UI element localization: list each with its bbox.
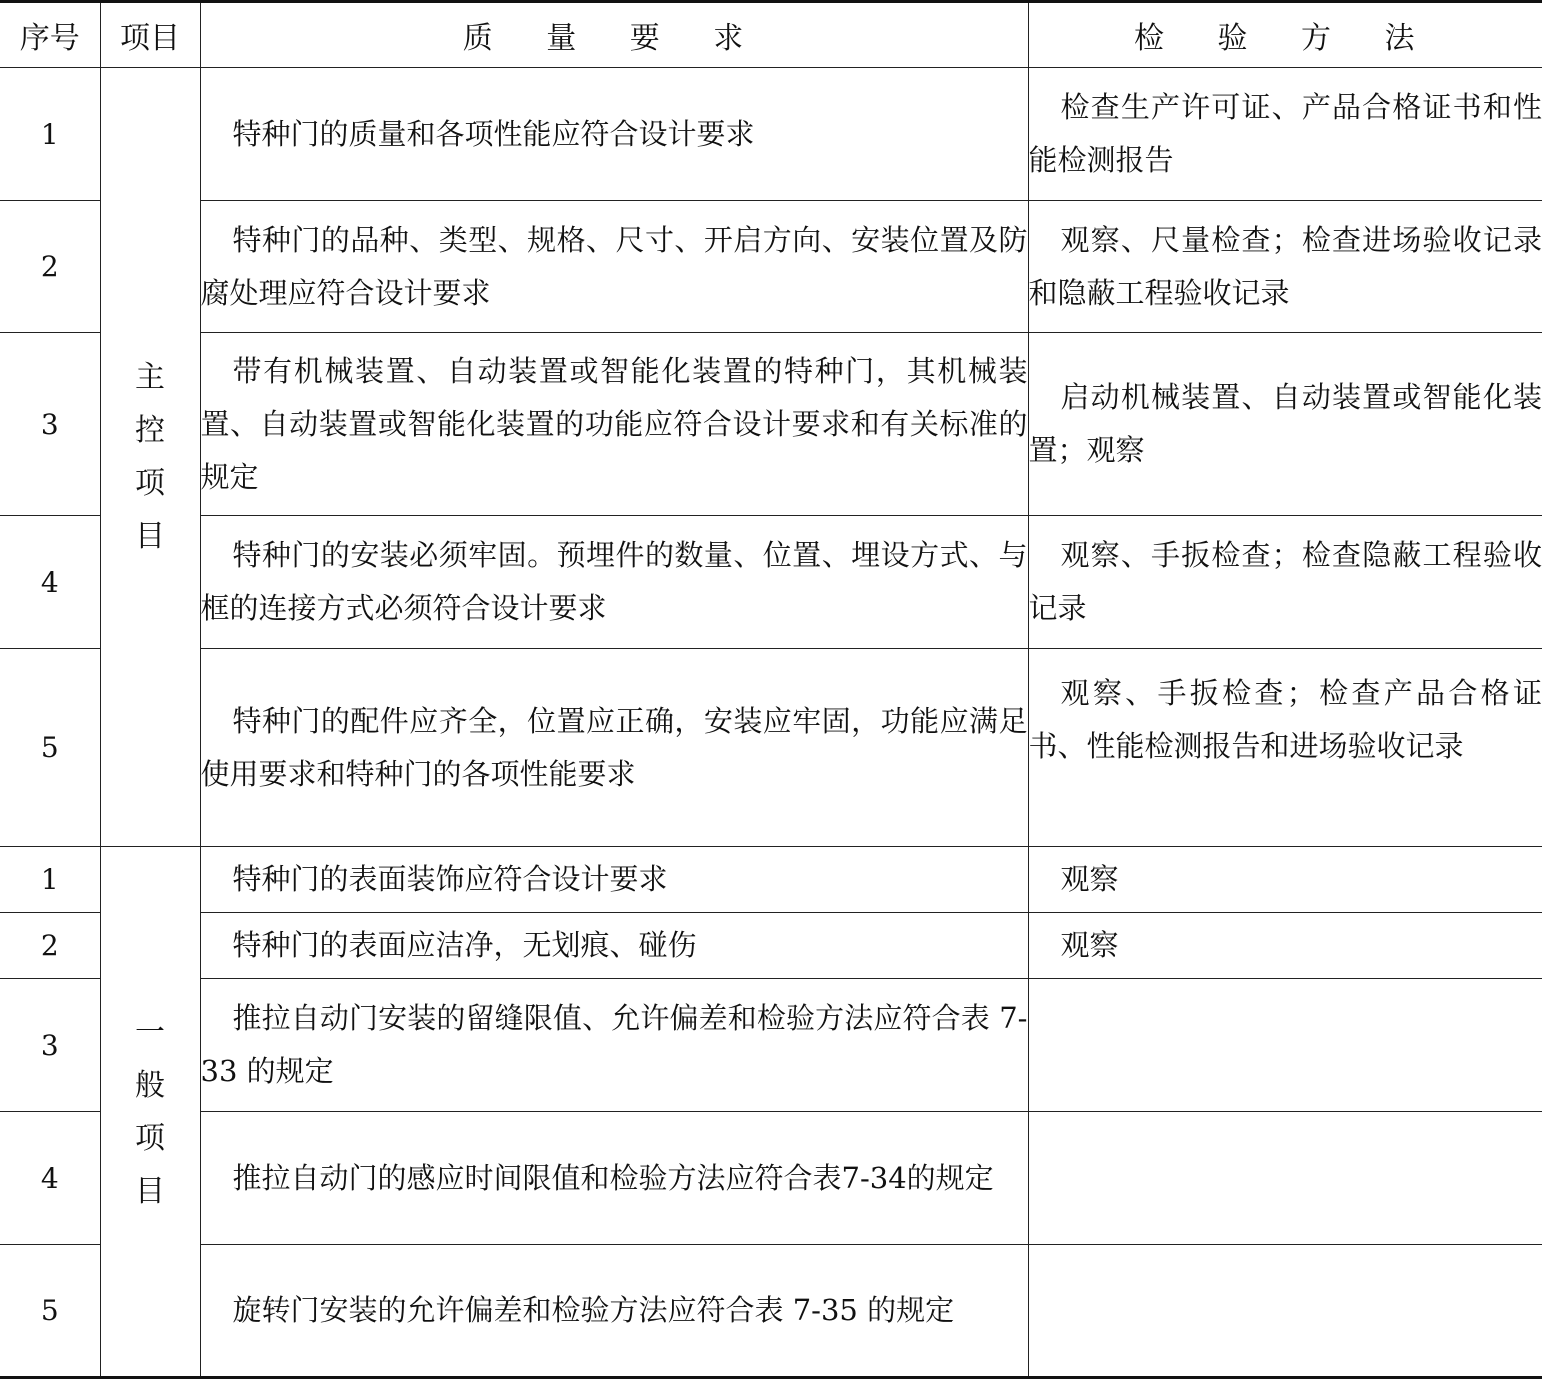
table-row — [0, 847, 1542, 913]
row-number: 3 — [0, 333, 100, 516]
requirement-cell: 推拉自动门安装的留缝限值、允许偏差和检验方法应符合表 7-33 的规定 — [200, 979, 1028, 1112]
requirement-cell: 旋转门安装的允许偏差和检验方法应符合表 7-35 的规定 — [200, 1245, 1028, 1378]
table-row — [0, 201, 1542, 333]
table-row — [0, 1245, 1542, 1378]
table-row — [0, 913, 1542, 979]
row-number: 5 — [0, 649, 100, 847]
requirement-cell: 特种门的表面装饰应符合设计要求 — [200, 847, 1028, 913]
row-number: 2 — [0, 913, 100, 979]
requirement-cell: 带有机械装置、自动装置或智能化装置的特种门，其机械装置、自动装置或智能化装置的功能应符合设计要求和有关标准的规定 — [200, 333, 1028, 516]
method-cell — [1028, 1112, 1542, 1245]
row-number: 4 — [0, 516, 100, 649]
header-no: 序号 — [0, 2, 100, 68]
header-requirement: 质 量 要 求 — [200, 2, 1028, 68]
row-number: 1 — [0, 68, 100, 201]
method-cell: 观察、手扳检查；检查产品合格证书、性能检测报告和进场验收记录 — [1028, 649, 1542, 847]
category-main-control — [100, 68, 200, 847]
table-row — [0, 1112, 1542, 1245]
row-number: 2 — [0, 201, 100, 333]
requirement-cell: 推拉自动门的感应时间限值和检验方法应符合表7-34的规定 — [200, 1112, 1028, 1245]
category-label: 一般项目 — [135, 1014, 165, 1209]
method-cell: 观察、手扳检查；检查隐蔽工程验收记录 — [1028, 516, 1542, 649]
requirement-cell: 特种门的配件应齐全，位置应正确，安装应牢固，功能应满足使用要求和特种门的各项性能要求 — [200, 649, 1028, 847]
method-cell: 观察、尺量检查；检查进场验收记录和隐蔽工程验收记录 — [1028, 201, 1542, 333]
table-header-row — [0, 2, 1542, 68]
table-row — [0, 649, 1542, 847]
requirement-cell: 特种门的安装必须牢固。预埋件的数量、位置、埋设方式、与框的连接方式必须符合设计要求 — [200, 516, 1028, 649]
method-cell: 观察 — [1028, 913, 1542, 979]
table-row — [0, 516, 1542, 649]
header-item: 项目 — [100, 2, 200, 68]
table-row — [0, 68, 1542, 201]
requirement-cell: 特种门的品种、类型、规格、尺寸、开启方向、安装位置及防腐处理应符合设计要求 — [200, 201, 1028, 333]
table-row — [0, 333, 1542, 516]
category-label: 主控项目 — [135, 360, 165, 554]
method-cell: 检查生产许可证、产品合格证书和性能检测报告 — [1028, 68, 1542, 201]
method-cell: 启动机械装置、自动装置或智能化装置；观察 — [1028, 333, 1542, 516]
row-number: 4 — [0, 1112, 100, 1245]
method-cell — [1028, 1245, 1542, 1378]
requirement-cell: 特种门的质量和各项性能应符合设计要求 — [200, 68, 1028, 201]
method-cell: 观察 — [1028, 847, 1542, 913]
row-number: 1 — [0, 847, 100, 913]
header-method: 检 验 方 法 — [1028, 2, 1542, 68]
requirement-cell: 特种门的表面应洁净，无划痕、碰伤 — [200, 913, 1028, 979]
row-number: 5 — [0, 1245, 100, 1378]
row-number: 3 — [0, 979, 100, 1112]
category-general — [100, 847, 200, 1378]
method-cell — [1028, 979, 1542, 1112]
table-row — [0, 979, 1542, 1112]
